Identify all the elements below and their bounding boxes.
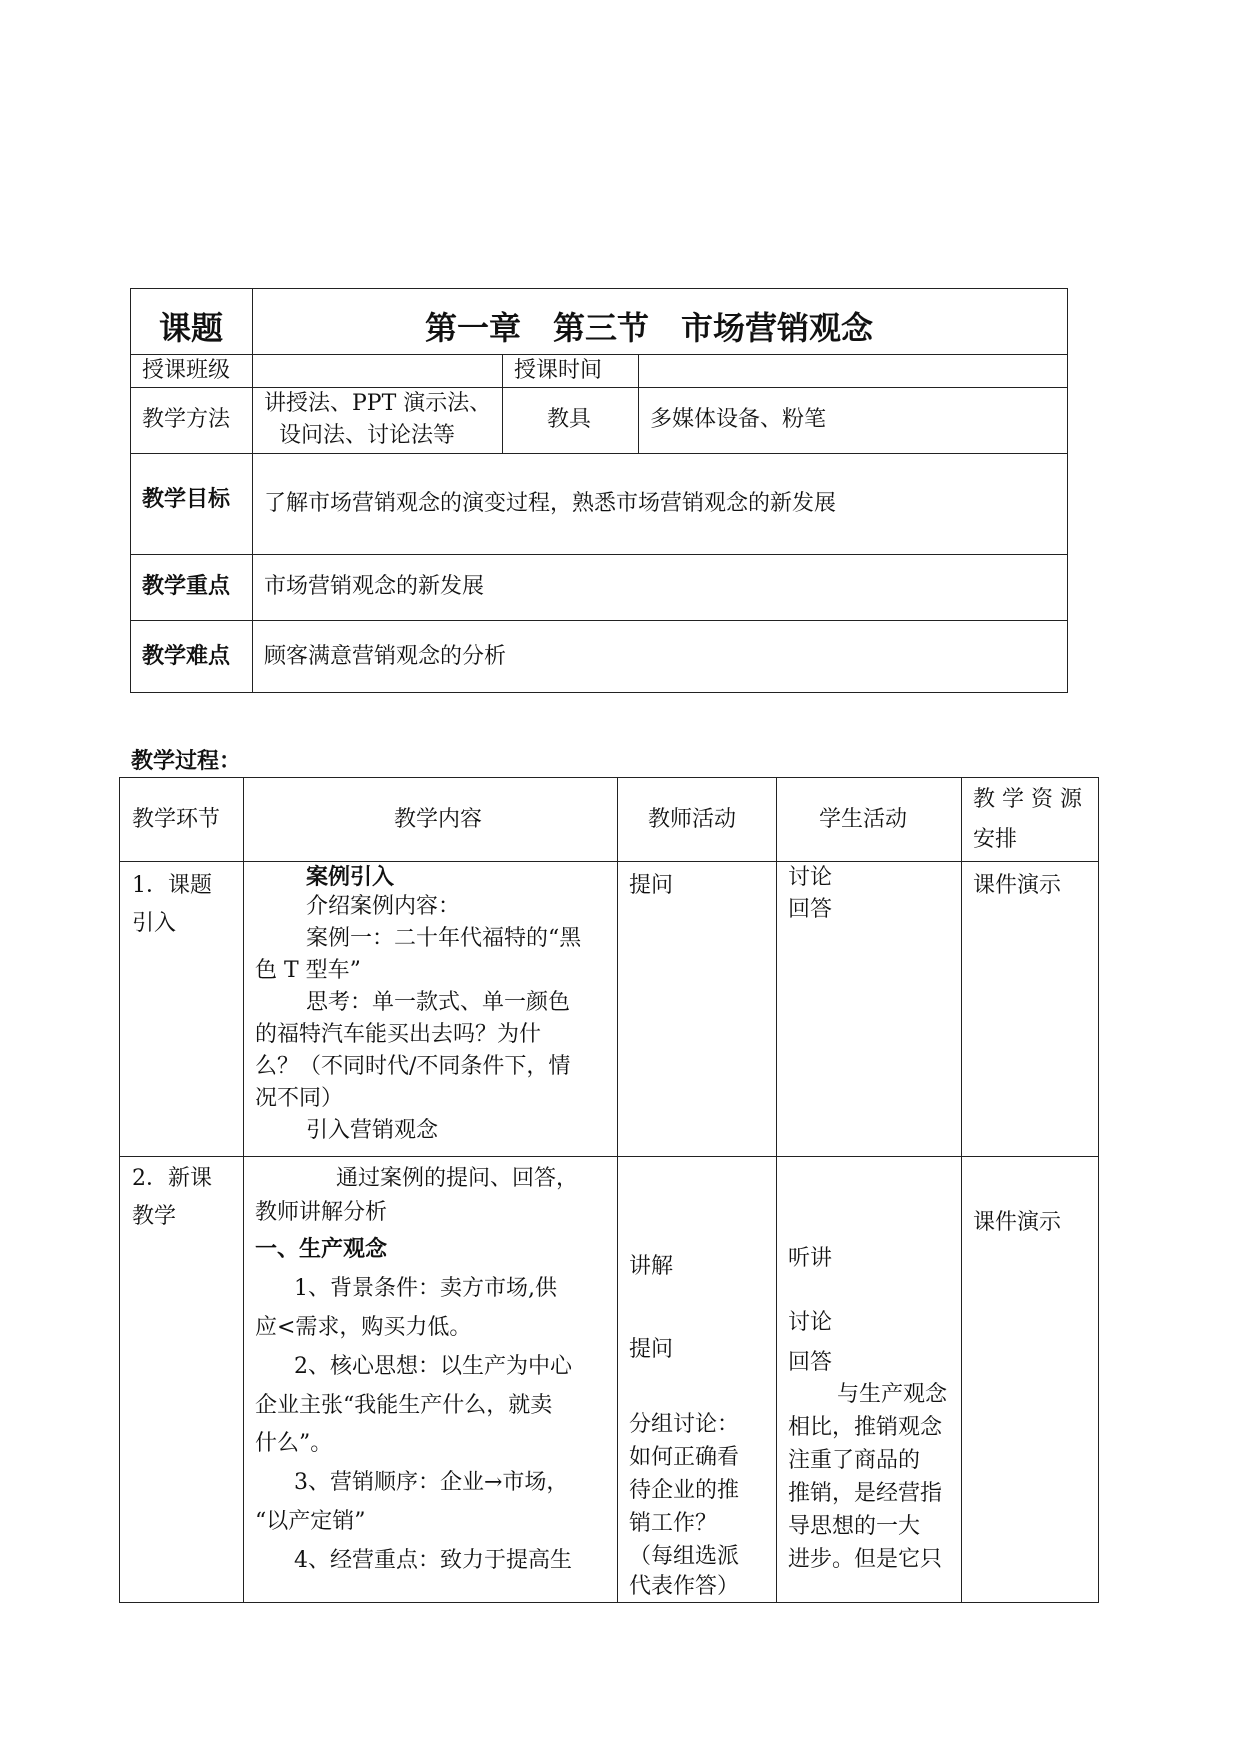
list-item: 案例一：二十年代福特的“黑 [306,926,582,951]
method-value-line1: 讲授法、PPT 演示法、 [264,391,492,416]
col-header-resource-line1: 教 学 资 源 [973,787,1082,812]
difficulty-label: 教学难点 [142,644,231,669]
list-item: 通过案例的提问、回答， [336,1166,579,1191]
list-item: 相比，推销观念 [788,1415,943,1440]
list-item: 4、经营重点：致力于提高生 [294,1548,572,1573]
class-label: 授课班级 [142,358,231,383]
teaching-process-table [119,777,1099,1603]
key-label: 教学重点 [142,574,231,599]
topic-value-cell [253,289,1068,355]
list-item: 回答 [788,1350,833,1375]
col-header-resource-line2: 安排 [973,827,1018,852]
list-item: 销工作？ [629,1511,718,1536]
table-row [120,862,1099,1157]
row2-stage-line1: 2．新课 [132,1166,212,1191]
list-item: 么？（不同时代/不同条件下，情 [255,1054,571,1079]
list-item: 讲解 [629,1254,674,1279]
list-item: 分组讨论： [629,1412,740,1437]
list-item: 应<需求，购买力低。 [255,1315,472,1340]
table-row [120,1157,1099,1603]
list-item: “以产定销” [255,1509,366,1534]
list-item: 待企业的推 [629,1478,740,1503]
list-item: 注重了商品的 [788,1448,921,1473]
list-item: 与生产观念 [837,1382,948,1407]
row1-resource: 课件演示 [973,873,1062,898]
list-item: 1、背景条件：卖方市场,供 [294,1276,557,1301]
list-item: 企业主张“我能生产什么，就卖 [255,1393,553,1418]
topic-title: 第一章 第三节 市场营销观念 [425,309,874,347]
list-item: 导思想的一大 [788,1514,921,1539]
difficulty-value: 顾客满意营销观念的分析 [264,644,507,669]
list-item: 代表作答） [629,1574,740,1599]
col-header-teacher: 教师活动 [648,807,737,832]
list-item: 的福特汽车能买出去吗？为什 [255,1022,542,1047]
time-label: 授课时间 [514,358,603,383]
topic-label: 课题 [159,309,224,347]
goal-value: 了解市场营销观念的演变过程，熟悉市场营销观念的新发展 [264,491,837,516]
list-item: 推销，是经营指 [788,1481,943,1506]
list-item: 教师讲解分析 [255,1200,388,1225]
row2-stage-line2: 教学 [132,1204,177,1229]
list-item: 况不同） [255,1086,344,1111]
row1-stage-line1: 1．课题 [132,873,212,898]
lesson-info-table [130,288,1068,693]
method-value-line2: 设问法、讨论法等 [279,423,456,448]
list-item: 3、营销顺序：企业→市场， [294,1470,569,1495]
list-item: 提问 [629,1337,674,1362]
list-item: 进步。但是它只 [788,1547,943,1572]
list-item: 思考：单一款式、单一颜色 [306,990,571,1015]
list-item: 引入营销观念 [306,1118,439,1143]
goal-label: 教学目标 [142,487,231,512]
list-item: 什么”。 [255,1431,333,1456]
col-header-student: 学生活动 [819,807,908,832]
list-item: 讨论 [788,1310,833,1335]
row1-teacher: 提问 [629,873,674,898]
row1-content-heading: 案例引入 [306,865,395,890]
row1-student-line1: 讨论 [788,865,833,890]
list-item: 2、核心思想：以生产为中心 [294,1354,572,1379]
process-section-title: 教学过程： [131,749,242,774]
tools-label: 教具 [547,407,592,432]
list-item: 听讲 [788,1246,833,1271]
tools-value: 多媒体设备、粉笔 [650,407,827,432]
col-header-content: 教学内容 [394,807,483,832]
list-item: 如何正确看 [629,1445,740,1470]
key-value: 市场营销观念的新发展 [264,574,485,599]
method-label: 教学方法 [142,407,231,432]
row1-stage-line2: 引入 [132,911,177,936]
topic-label-cell [131,289,253,355]
list-item: （每组选派 [629,1544,740,1569]
row2-resource: 课件演示 [973,1210,1062,1235]
row1-student-line2: 回答 [788,897,833,922]
list-item: 介绍案例内容： [306,894,461,919]
col-header-stage: 教学环节 [132,807,221,832]
row2-content-heading: 一、生产观念 [255,1237,388,1262]
list-item: 色 T 型车” [255,958,361,983]
